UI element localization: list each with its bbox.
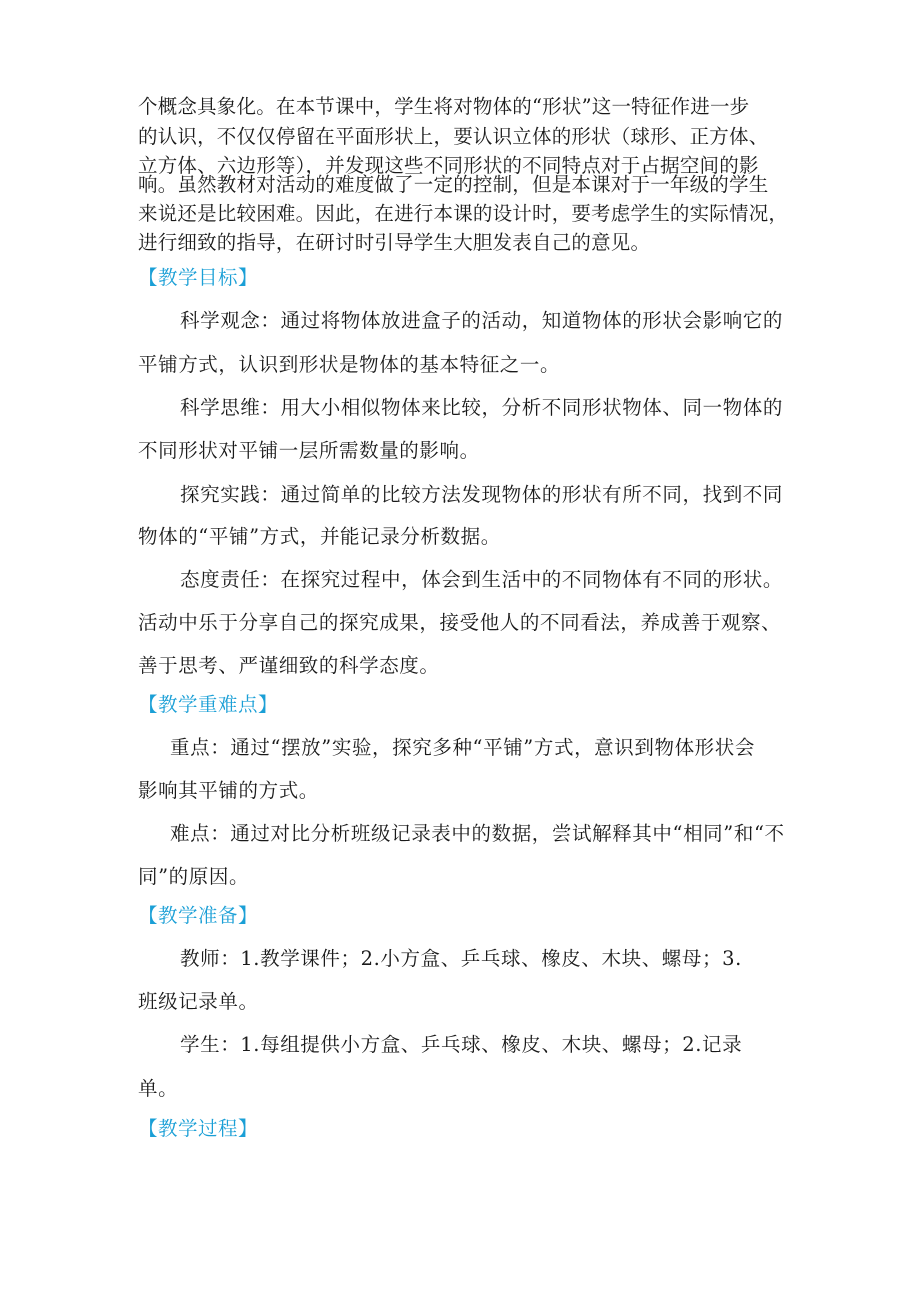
intro-line: 立方体、六边形等），并发现这些不同形状的不同特点对于占据空间的影	[138, 154, 759, 177]
intro-line: 进行细致的指导，在研讨时引导学生大胆发表自己的意见。	[138, 231, 651, 254]
section-heading-goals: 【教学目标】	[138, 266, 259, 289]
keypoint-line: 重点：通过“摆放”实验，探究多种“平铺”方式，意识到物体形状会	[170, 736, 755, 759]
preparation-line: 单。	[138, 1077, 179, 1100]
preparation-line: 学生：1.每组提供小方盒、乒乓球、橡皮、木块、螺母；2.记录	[180, 1033, 743, 1056]
intro-line: 响。虽然教材对活动的难度做了一定的控制，但是本课对于一年级的学生	[138, 173, 769, 196]
keypoint-line: 影响其平铺的方式。	[138, 779, 319, 802]
preparation-line: 班级记录单。	[138, 990, 259, 1013]
section-heading-keypoints: 【教学重难点】	[138, 693, 279, 716]
goal-line: 活动中乐于分享自己的探究成果，接受他人的不同看法，养成善于观察、	[138, 611, 782, 634]
intro-line: 来说还是比较困难。因此，在进行本课的设计时，要考虑学生的实际情况，	[138, 202, 789, 225]
goal-line: 科学思维：用大小相似物体来比较，分析不同形状物体、同一物体的	[180, 396, 784, 419]
keypoint-line: 难点：通过对比分析班级记录表中的数据，尝试解释其中“相同”和“不	[170, 822, 785, 845]
goal-line: 物体的“平铺”方式，并能记录分析数据。	[138, 525, 501, 548]
intro-line: 的认识，不仅仅停留在平面形状上，要认识立体的形状（球形、正方体、	[138, 125, 769, 148]
preparation-line: 教师：1.教学课件；2.小方盒、乒乓球、橡皮、木块、螺母；3.	[180, 947, 742, 970]
section-heading-preparation: 【教学准备】	[138, 904, 259, 927]
goal-line: 平铺方式，认识到形状是物体的基本特征之一。	[138, 353, 561, 376]
goal-line: 探究实践：通过简单的比较方法发现物体的形状有所不同，找到不同	[180, 483, 784, 506]
goal-line: 不同形状对平铺一层所需数量的影响。	[138, 439, 480, 462]
goal-line: 态度责任：在探究过程中，体会到生活中的不同物体有不同的形状。	[180, 568, 784, 591]
goal-line: 善于思考、严谨细致的科学态度。	[138, 654, 440, 677]
section-heading-process: 【教学过程】	[138, 1117, 259, 1140]
intro-line: 个概念具象化。在本节课中，学生将对物体的“形状”这一特征作进一步	[138, 95, 750, 118]
keypoint-line: 同”的原因。	[138, 865, 250, 888]
goal-line: 科学观念：通过将物体放进盒子的活动，知道物体的形状会影响它的	[180, 309, 784, 332]
